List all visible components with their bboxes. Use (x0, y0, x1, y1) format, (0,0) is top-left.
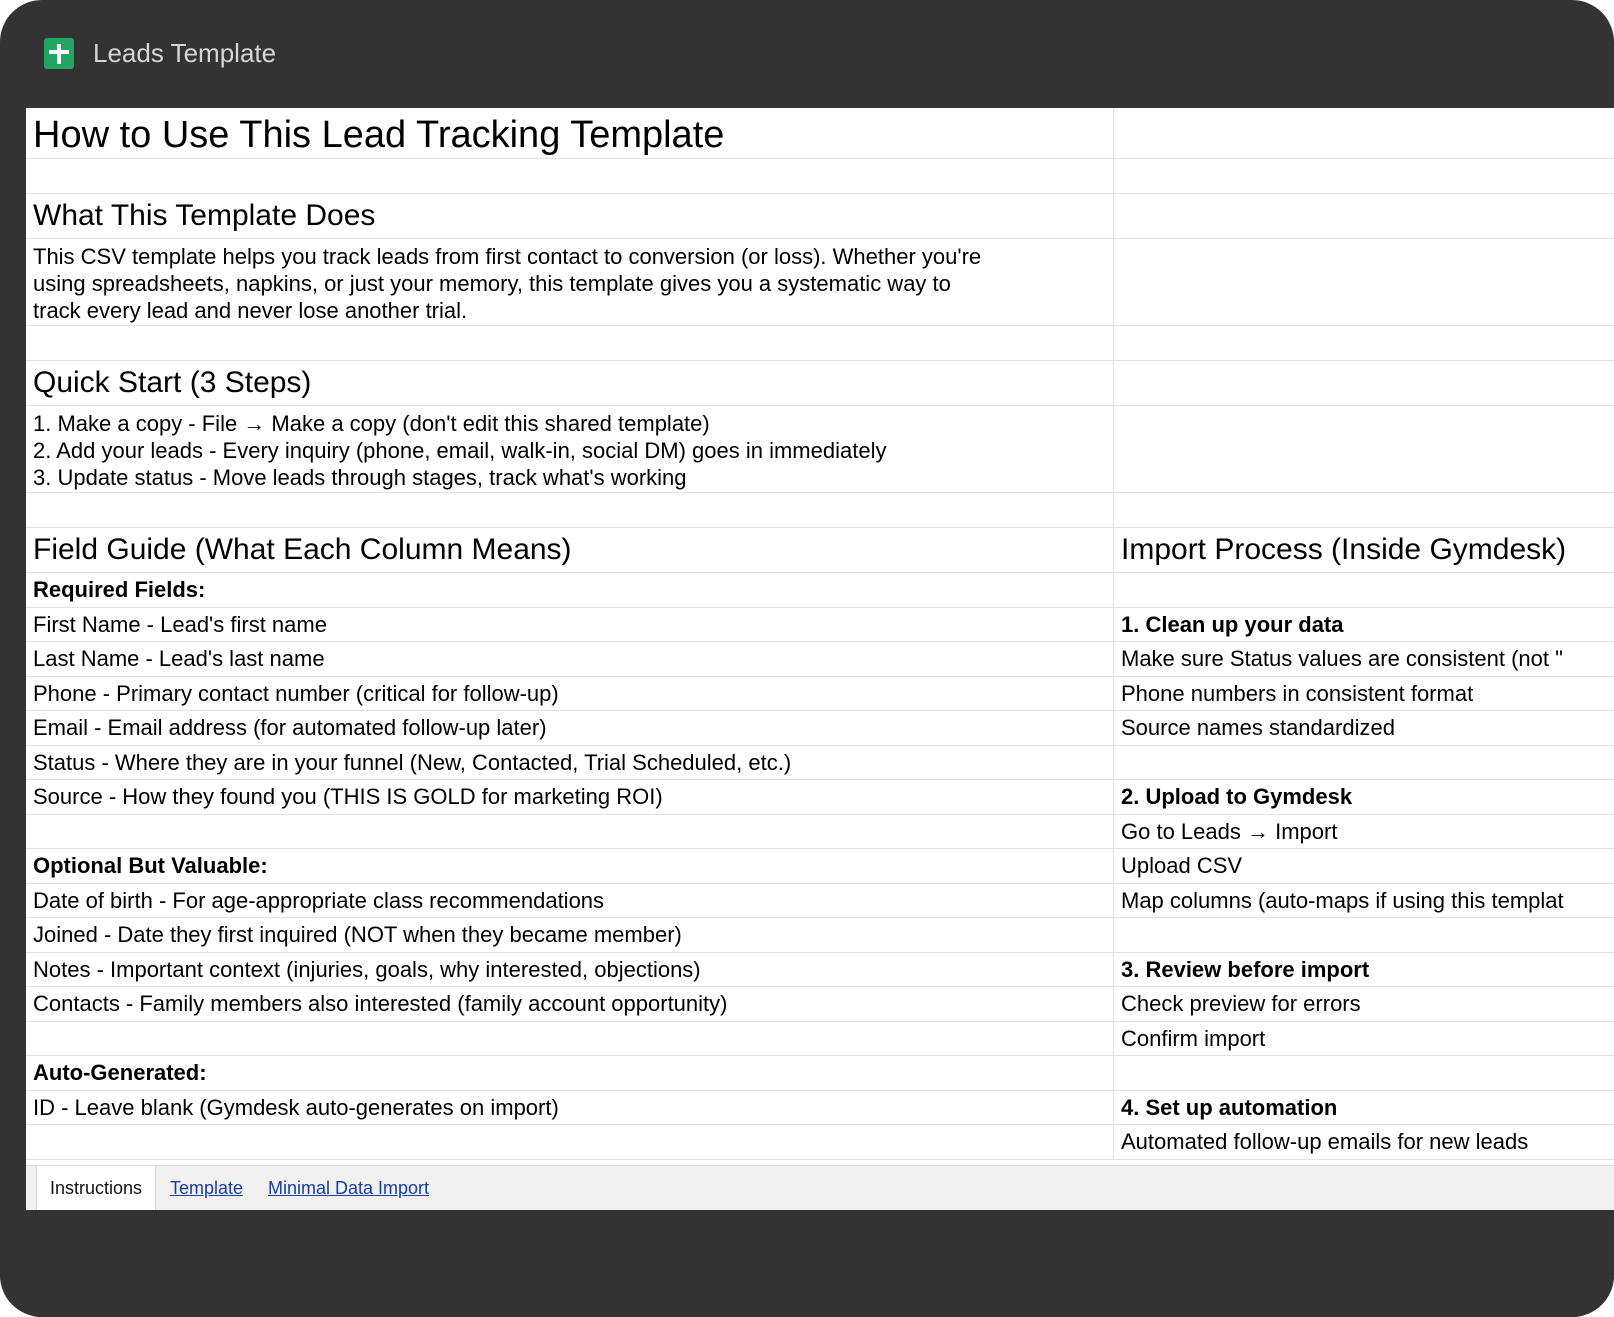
section-heading-what[interactable]: What This Template Does (26, 194, 1114, 238)
sheet-row (26, 406, 1614, 493)
cell-empty[interactable] (26, 159, 1114, 193)
what-line-3: track every lead and never lose another trial. (33, 298, 468, 323)
quick-step-3: 3. Update status - Move leads through stages, track what's working (33, 465, 687, 490)
field-guide-cell[interactable]: Joined - Date they first inquired (NOT when they became member) (26, 918, 1114, 952)
sheet-row (26, 361, 1614, 406)
google-sheets-icon (44, 38, 74, 69)
field-guide-cell[interactable] (26, 1022, 1114, 1056)
field-guide-cell[interactable] (26, 1125, 1114, 1159)
table-row (26, 780, 1614, 815)
table-row (26, 884, 1614, 919)
table-row (26, 953, 1614, 988)
table-row (26, 677, 1614, 712)
cell-empty[interactable] (26, 493, 1114, 527)
import-process-cell[interactable] (1114, 1056, 1614, 1090)
import-process-cell[interactable]: Source names standardized (1121, 715, 1395, 740)
table-row (26, 746, 1614, 781)
sheet-row (26, 239, 1614, 326)
spreadsheet-grid[interactable] (26, 108, 1614, 1165)
import-process-cell[interactable]: 3. Review before import (1121, 956, 1370, 982)
cell-empty[interactable] (1114, 159, 1614, 193)
field-guide-cell[interactable]: Date of birth - For age-appropriate class recommendations (26, 884, 1114, 918)
table-row (26, 711, 1614, 746)
import-process-cell[interactable] (1114, 918, 1614, 952)
window-bottom-area (0, 1210, 1614, 1317)
import-process-cell[interactable]: Map columns (auto-maps if using this templat (1121, 887, 1564, 913)
field-guide-cell[interactable]: Notes - Important context (injuries, goals, why interested, objections) (26, 953, 1114, 987)
quick-step-2: 2. Add your leads - Every inquiry (phone, email, walk-in, social DM) goes in immediately (33, 438, 887, 463)
field-guide-cell[interactable]: Contacts - Family members also interested (family account opportunity) (26, 987, 1114, 1021)
table-row (26, 573, 1614, 608)
table-row (26, 815, 1614, 850)
sheet-row (26, 194, 1614, 239)
field-guide-cell[interactable]: First Name - Lead's first name (26, 608, 1114, 642)
cell-empty[interactable] (1114, 361, 1614, 405)
sheet-row (26, 326, 1614, 361)
import-process-cell[interactable]: Automated follow-up emails for new leads (1121, 1129, 1529, 1154)
sheet-row (26, 159, 1614, 194)
what-line-1: This CSV template helps you track leads from first contact to conversion (or loss). Whether you're (33, 244, 982, 269)
import-process-cell[interactable]: Go to Leads → Import (1121, 818, 1338, 844)
document-title: Leads Template (93, 38, 277, 68)
table-row (26, 918, 1614, 953)
field-guide-cell[interactable]: Auto-Generated: (26, 1056, 1114, 1090)
tab-minimal-data-import[interactable]: Minimal Data Import (268, 1178, 430, 1198)
cell-empty[interactable] (26, 326, 1114, 360)
import-process-cell[interactable]: Check preview for errors (1121, 991, 1361, 1016)
tab-template[interactable]: Template (170, 1178, 244, 1198)
cell-empty[interactable] (1114, 108, 1614, 158)
sheet-tab-bar (26, 1165, 1614, 1210)
what-line-2: using spreadsheets, napkins, or just your memory, this template gives you a systematic way to (33, 271, 951, 296)
field-guide-cell[interactable]: ID - Leave blank (Gymdesk auto-generates on import) (26, 1091, 1114, 1125)
field-guide-cell[interactable]: Phone - Primary contact number (critical for follow-up) (26, 677, 1114, 711)
import-process-cell[interactable]: Phone numbers in consistent format (1121, 680, 1474, 706)
table-row (26, 987, 1614, 1022)
import-process-cell[interactable]: Confirm import (1121, 1025, 1266, 1051)
field-guide-cell[interactable]: Email - Email address (for automated follow-up later) (26, 711, 1114, 745)
field-guide-cell[interactable]: Optional But Valuable: (26, 849, 1114, 883)
cell-empty[interactable] (1114, 239, 1614, 325)
tab-instructions[interactable]: Instructions (36, 1166, 156, 1210)
field-guide-cell[interactable]: Source - How they found you (THIS IS GOLD for marketing ROI) (26, 780, 1114, 814)
table-row (26, 1091, 1614, 1126)
cell-empty[interactable] (1114, 194, 1614, 238)
field-guide-cell[interactable]: Required Fields: (26, 573, 1114, 607)
import-process-cell[interactable]: 1. Clean up your data (1121, 611, 1344, 637)
field-guide-cell[interactable]: Status - Where they are in your funnel (New, Contacted, Trial Scheduled, etc.) (26, 746, 1114, 780)
import-process-cell[interactable]: Make sure Status values are consistent (not " (1121, 646, 1563, 671)
quick-step-1: 1. Make a copy - File → Make a copy (don't edit this shared template) (33, 411, 710, 436)
import-process-cell[interactable] (1114, 746, 1614, 780)
title-bar (0, 0, 1614, 108)
table-row (26, 1056, 1614, 1091)
import-process-cell[interactable]: 4. Set up automation (1121, 1094, 1338, 1120)
table-row (26, 849, 1614, 884)
sheet-row (26, 108, 1614, 159)
section-heading-quick-start[interactable]: Quick Start (3 Steps) (26, 361, 1114, 405)
table-row (26, 1022, 1614, 1057)
what-description[interactable] (26, 239, 1114, 325)
import-process-cell[interactable]: 2. Upload to Gymdesk (1121, 784, 1353, 809)
section-heading-field-guide[interactable]: Field Guide (What Each Column Means) (26, 528, 1114, 572)
import-process-cell[interactable]: Upload CSV (1121, 853, 1243, 878)
sheet-row (26, 528, 1614, 573)
table-row (26, 608, 1614, 643)
table-row (26, 642, 1614, 677)
cell-empty[interactable] (1114, 493, 1614, 527)
field-guide-cell[interactable]: Last Name - Lead's last name (26, 642, 1114, 676)
quick-start-steps[interactable] (26, 406, 1114, 492)
import-process-cell[interactable] (1114, 573, 1614, 607)
table-row (26, 1125, 1614, 1160)
section-heading-import-process[interactable]: Import Process (Inside Gymdesk) (1121, 533, 1567, 566)
field-guide-cell[interactable] (26, 815, 1114, 849)
sheet-row (26, 493, 1614, 528)
sheet-title[interactable]: How to Use This Lead Tracking Template (26, 108, 1114, 158)
cell-empty[interactable] (1114, 326, 1614, 360)
cell-empty[interactable] (1114, 406, 1614, 492)
